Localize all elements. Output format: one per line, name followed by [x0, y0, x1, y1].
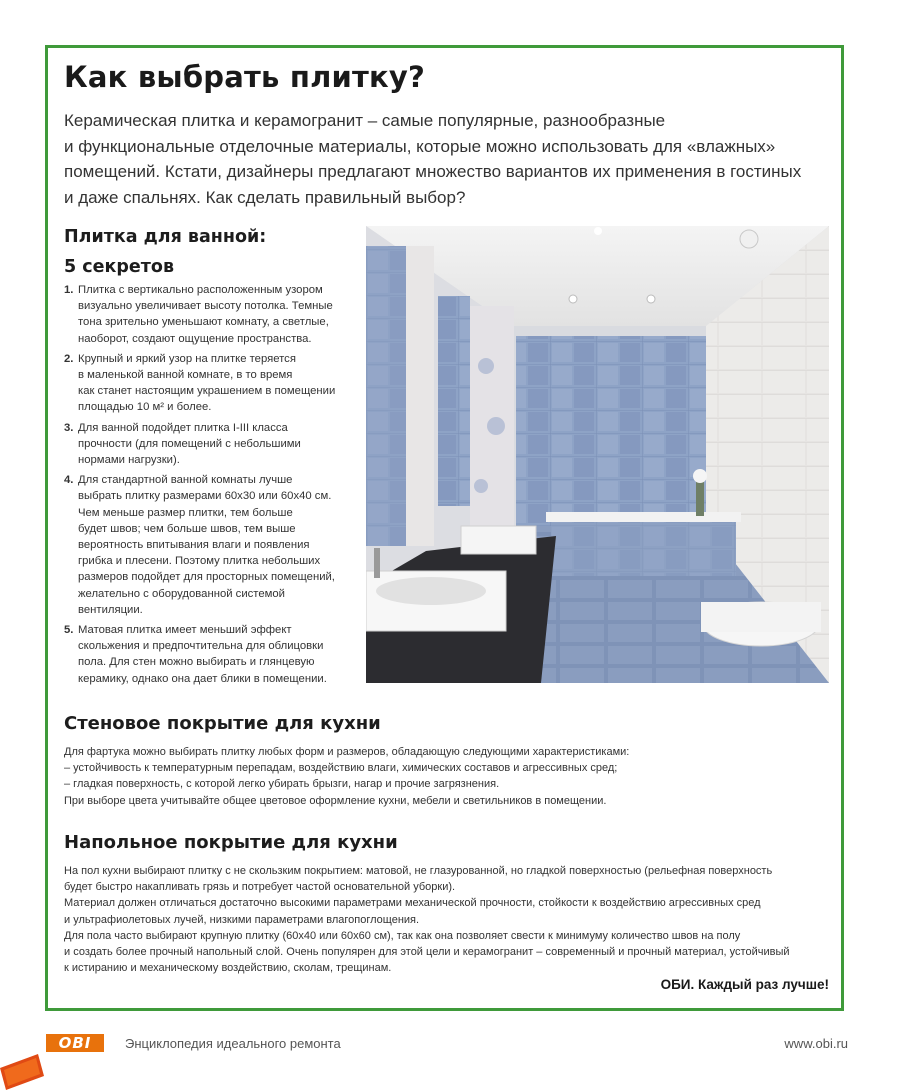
secrets-heading-line: 5 секретов: [64, 257, 175, 277]
secret-line: прочности (для помещений с небольшими: [78, 437, 301, 450]
secret-number: 3.: [64, 421, 74, 434]
intro-line: и функциональные отделочные материалы, которые можно использовать для «влажных»: [64, 136, 776, 156]
secret-line: желательно с оборудованной системой: [78, 587, 285, 600]
floor-line: и ультрафиолетовых лучей, низкими параметрами влагопоглощения.: [64, 913, 420, 926]
secret-item: [64, 472, 359, 618]
secret-number: 1.: [64, 284, 74, 296]
secret-line: размеров подойдет для просторных помещений,: [78, 571, 335, 584]
secret-line: Матовая плитка имеет меньший эффект: [78, 624, 292, 637]
wall-line: – устойчивость к температурным перепадам, воздействию влаги, химических составов и агрессивных сред;: [64, 762, 618, 775]
floor-line: будет быстро накапливать грязь и потребует частой основательной уборки).: [64, 881, 456, 894]
slogan: ОБИ. Каждый раз лучше!: [660, 977, 829, 992]
secret-number: 5.: [64, 624, 74, 637]
intro-line: Керамическая плитка и керамогранит – самые популярные, разнообразные: [64, 111, 666, 130]
secret-line: Для ванной подойдет плитка I-III класса: [78, 421, 288, 434]
floor-line: к истиранию и механическому воздействию, сколам, трещинам.: [64, 962, 392, 975]
floor-line: Для пола часто выбирают крупную плитку (60x40 или 60x60 см), так как она позволяет свести к минимуму количество швов на полу: [64, 929, 741, 942]
secret-item: [64, 420, 359, 469]
footer-text: Энциклопедия идеального ремонта: [125, 1036, 341, 1051]
floor-section-text: [64, 863, 834, 976]
floor-line: и создать более прочный напольный слой. Очень популярен для этой цели и керамогранит – современный и прочный материал, устойчивый: [64, 946, 790, 959]
secret-line: керамику, однако она дает блики в помещении.: [78, 672, 327, 685]
floor-heading: Напольное покрытие для кухни: [64, 832, 398, 853]
secret-line: как станет настоящим украшением в помещении: [78, 385, 336, 398]
intro-line: помещений. Кстати, дизайнеры предлагают множество вариантов их применения в гостиных: [64, 162, 802, 181]
secret-line: вентиляции.: [78, 603, 143, 616]
footer-url[interactable]: www.obi.ru: [784, 1036, 848, 1051]
wall-line: При выборе цвета учитывайте общее цветовое оформление кухни, мебели и светильников в помещении.: [64, 794, 607, 807]
secret-item: [64, 351, 359, 416]
secret-item: [64, 622, 359, 687]
page-title: Как выбрать плитку?: [64, 60, 426, 94]
secret-line: площадью 10 м² и более.: [78, 401, 212, 414]
wall-line: – гладкая поверхность, с которой легко убирать брызги, нагар и прочие загрязнения.: [64, 778, 500, 791]
secret-line: Для стандартной ванной комнаты лучше: [78, 474, 293, 487]
intro-paragraph: [64, 108, 834, 210]
secret-number: 4.: [64, 474, 74, 487]
wall-section-text: [64, 744, 834, 809]
secret-line: скольжения и предпочтительна для облицовки: [78, 640, 324, 653]
secret-line: в маленькой ванной комнате, в то время: [78, 369, 293, 382]
secret-number: 2.: [64, 352, 74, 365]
secret-line: Плитка с вертикально расположенным узором: [78, 284, 323, 296]
secret-line: выбрать плитку размерами 60x30 или 60x40 см.: [78, 490, 332, 503]
brand-badge-icon: [0, 1054, 44, 1090]
secret-line: тона зрительно уменьшают комнату, а светлые,: [78, 316, 329, 329]
wall-line: Для фартука можно выбирать плитку любых форм и размеров, обладающую следующими характеристиками:: [64, 746, 630, 758]
secrets-heading-line: Плитка для ванной:: [64, 227, 267, 247]
floor-line: Материал должен отличаться достаточно высокими параметрами механической прочности, стойкости к воздействию агрессивных сред: [64, 897, 761, 910]
secrets-list: [64, 282, 359, 691]
secret-line: вероятность впитывания влаги и появления: [78, 539, 310, 552]
floor-line: На пол кухни выбирают плитку с не скользким покрытием: матовой, не глазурованной, но гладкой поверхностью (рельефная поверхность: [64, 865, 773, 877]
secret-line: будет швов; чем больше швов, тем выше: [78, 522, 296, 535]
bathroom-photo: [366, 226, 829, 683]
secret-line: наоборот, создают ощущение пространства.: [78, 332, 312, 345]
obi-logo: OBI: [46, 1034, 104, 1052]
secret-line: грибка и плесени. Поэтому плитка небольших: [78, 555, 321, 568]
secret-line: пола. Для стен можно выбирать и глянцевую: [78, 656, 315, 669]
intro-line: и даже спальнях. Как сделать правильный выбор?: [64, 187, 466, 207]
secret-line: Чем меньше размер плитки, тем больше: [78, 506, 293, 519]
secret-line: Крупный и яркий узор на плитке теряется: [78, 352, 296, 365]
wall-heading: Стеновое покрытие для кухни: [64, 713, 381, 734]
secrets-heading: [64, 222, 266, 282]
secret-line: визуально увеличивает высоту потолка. Темные: [78, 300, 333, 313]
secret-line: нормами нагрузки).: [78, 454, 180, 467]
secret-item: [64, 282, 359, 347]
